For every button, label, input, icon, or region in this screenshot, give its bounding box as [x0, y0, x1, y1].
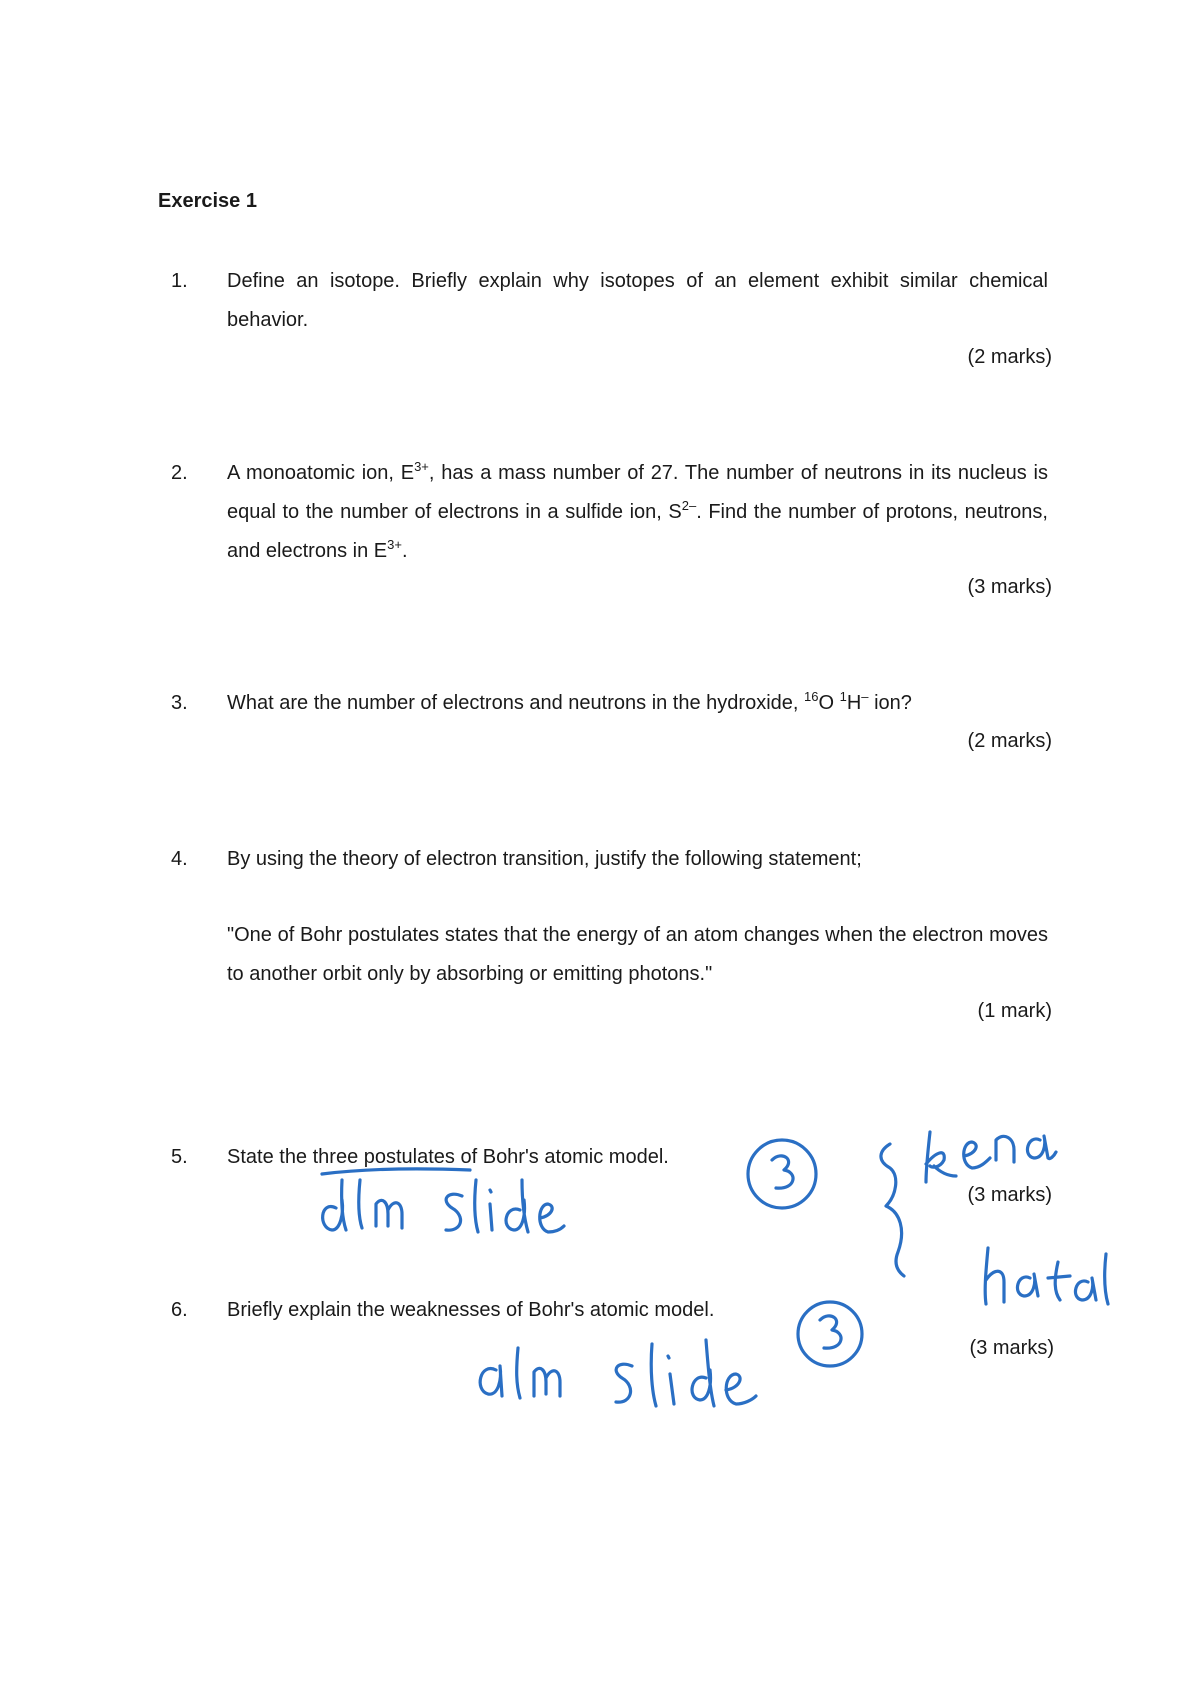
- question-number: 6.: [171, 1299, 188, 1321]
- question-text: Define an isotope. Briefly explain why isotopes of an element exhibit similar chemical behavior.: [227, 270, 1048, 331]
- question-marks: (3 marks): [969, 1337, 1054, 1359]
- quoted-statement: "One of Bohr postulates states that the energy of an atom changes when the electron moves to another orbit only by absorbing or emitting photons.": [227, 924, 1048, 985]
- question-marks: (2 marks): [967, 346, 1052, 368]
- question-marks: (2 marks): [967, 730, 1052, 752]
- question-marks: (3 marks): [967, 1184, 1052, 1206]
- question-text: State the three postulates of Bohr's atomic model.: [227, 1146, 669, 1168]
- question-number: 2.: [171, 462, 188, 484]
- handwritten-dlm-slide-q5: [323, 1180, 564, 1232]
- exercise-title: Exercise 1: [158, 190, 257, 212]
- question-text: Briefly explain the weaknesses of Bohr's atomic model.: [227, 1299, 715, 1321]
- question-text: By using the theory of electron transition, justify the following statement;: [227, 848, 862, 870]
- question-marks: (3 marks): [967, 576, 1052, 598]
- question-number: 4.: [171, 848, 188, 870]
- question-number: 1.: [171, 270, 188, 292]
- question-text: A monoatomic ion, $E^{3+}$, has a mass number of 27. The number of neutrons in its nucleus is equal to the number of electrons in a sulfide ion, $S^{2-}$. Find the number of protons, neutrons, and electrons in $E^{3+}$.: [227, 459, 1048, 562]
- question-text: What are the number of electrons and neutrons in the hydroxide, $^{16}$O $^1$H– ion?: [227, 689, 912, 714]
- question-number: 5.: [171, 1146, 188, 1168]
- handwritten-alm-slide-q6: [480, 1340, 756, 1406]
- question-marks: (1 mark): [977, 1000, 1052, 1022]
- question-number: 3.: [171, 692, 188, 714]
